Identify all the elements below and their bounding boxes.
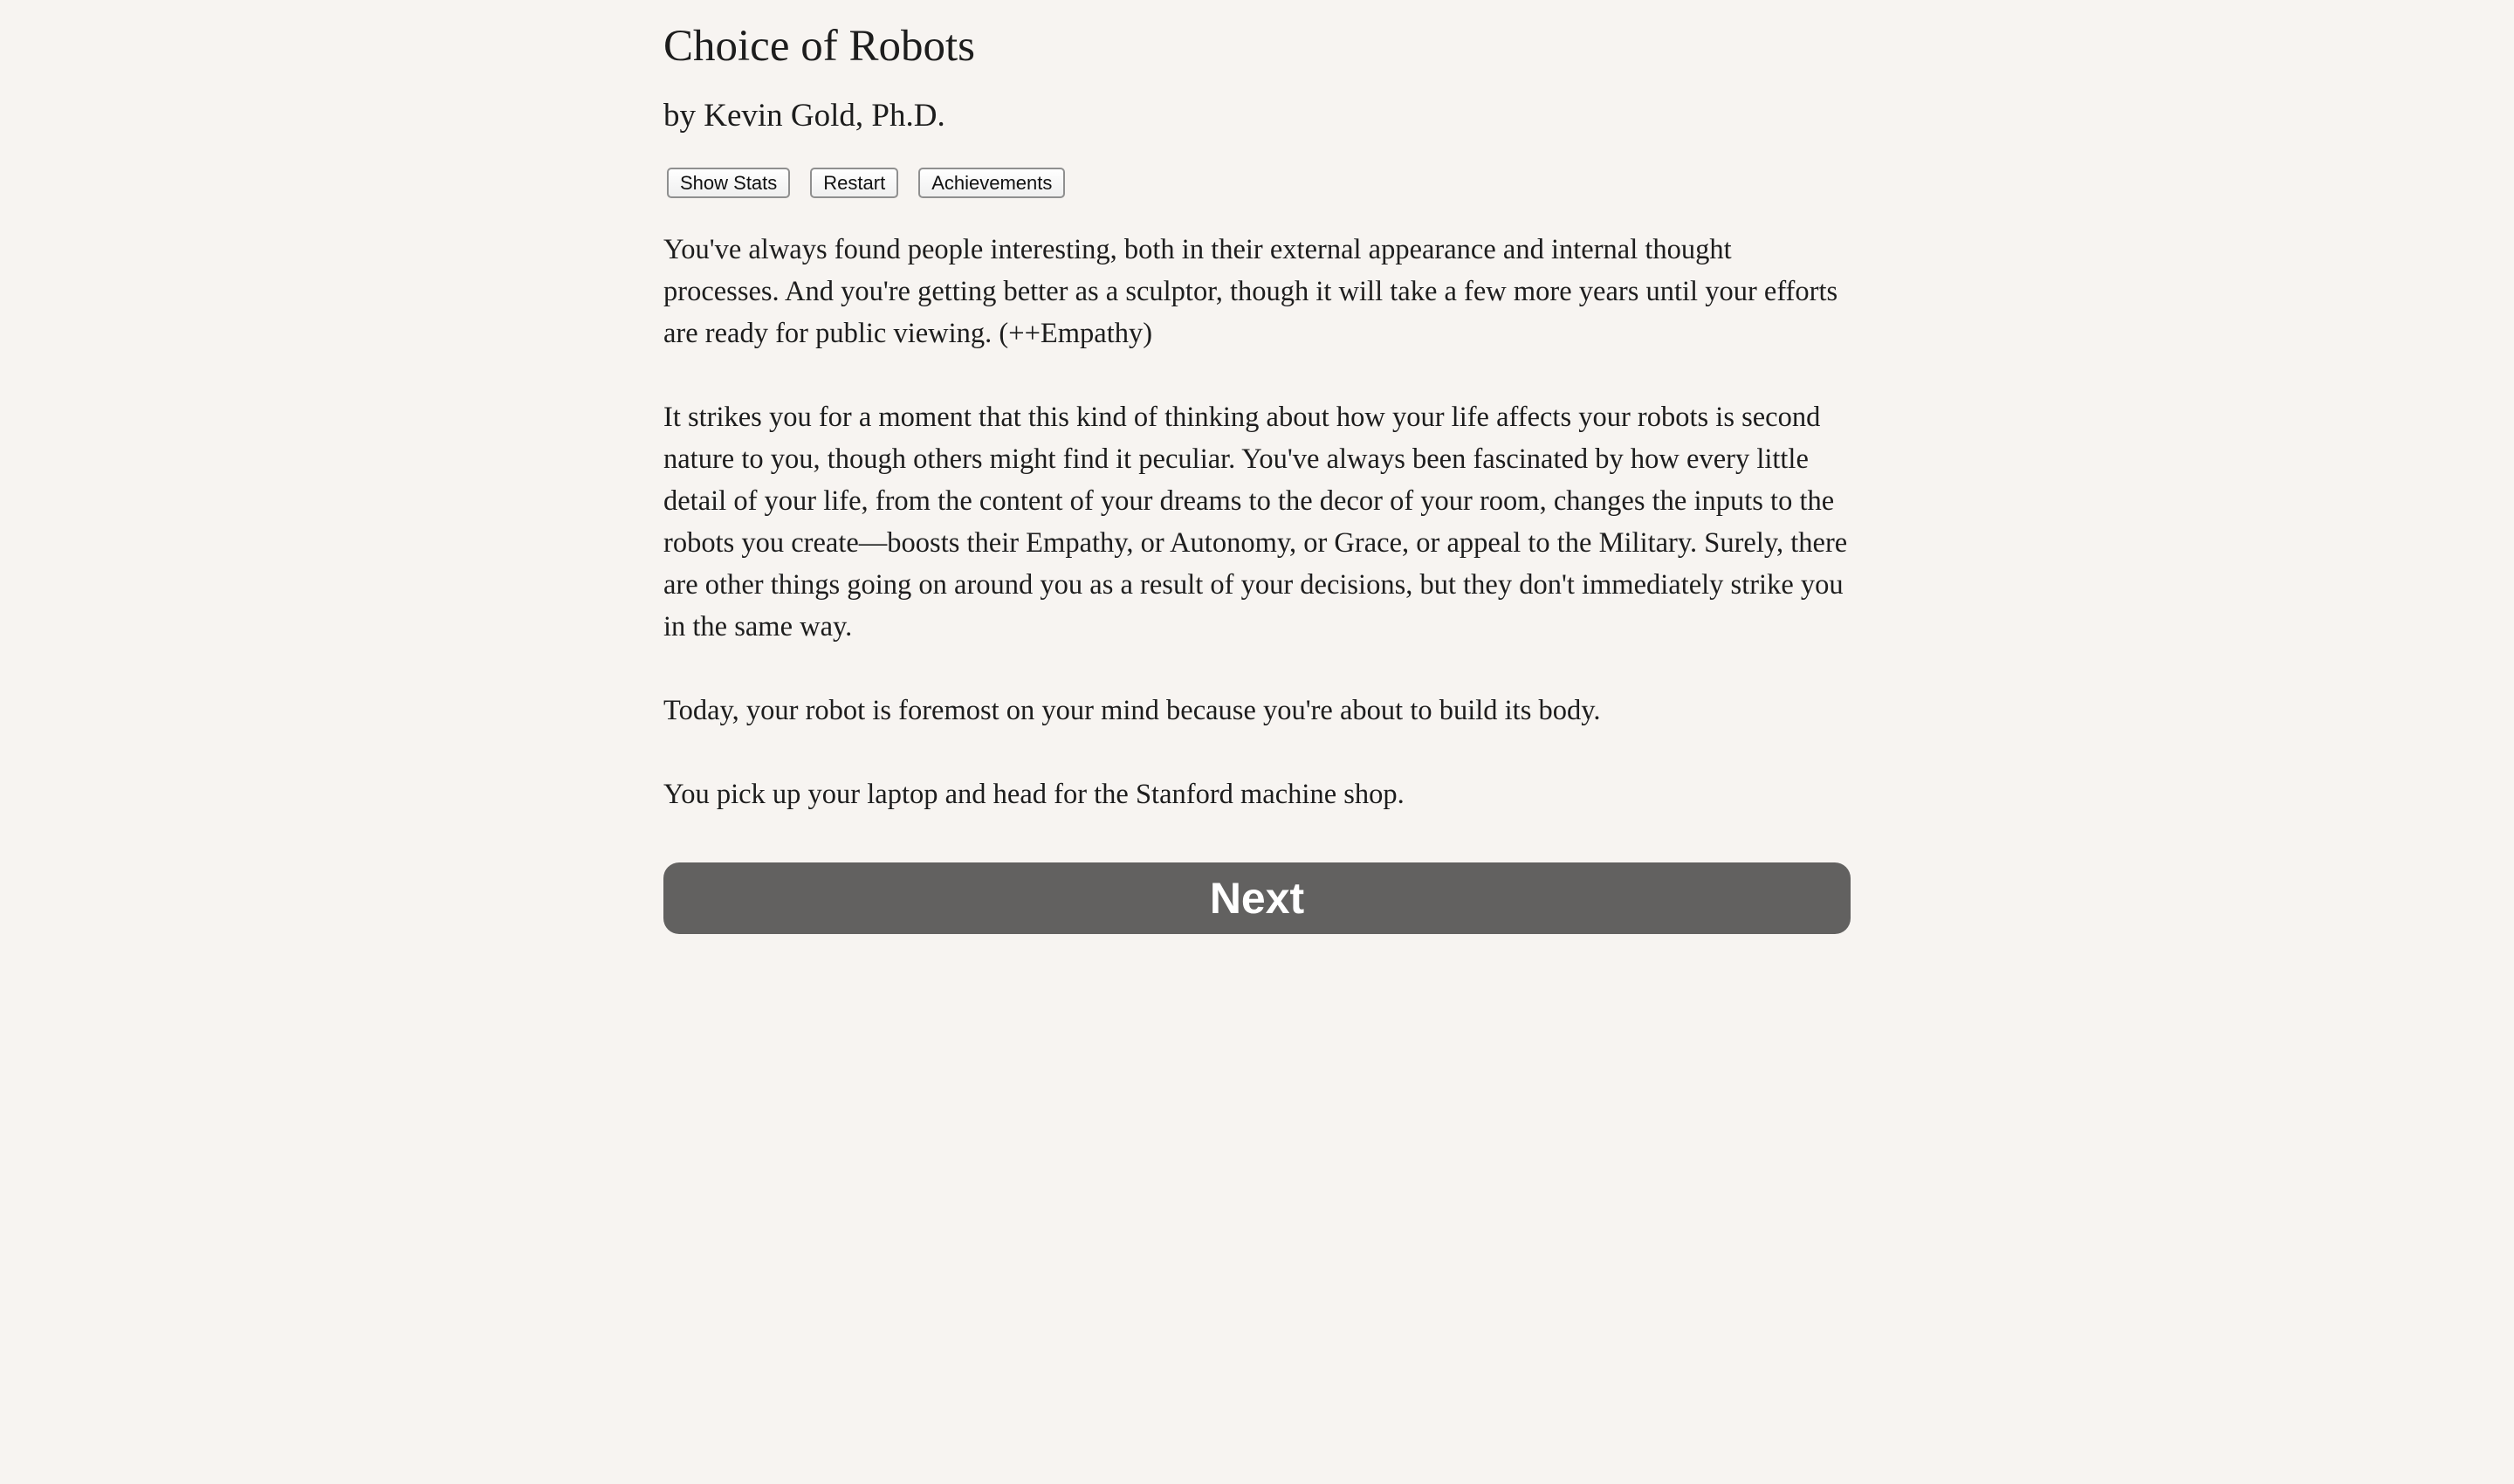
game-title: Choice of Robots xyxy=(663,22,975,71)
story-paragraph: You pick up your laptop and head for the Stanford machine shop. xyxy=(663,779,1405,810)
restart-button[interactable]: Restart xyxy=(810,168,898,198)
game-toolbar xyxy=(667,168,1085,198)
achievements-button[interactable]: Achievements xyxy=(918,168,1065,198)
story-paragraph: You've always found people interesting, both in their external appearance and internal thought processes. And you're getting better as a sculptor, though it will take a few more years until your efforts are ready for public viewing. (++Empathy) xyxy=(663,234,1838,349)
story-paragraph: It strikes you for a moment that this kind of thinking about how your life affects your robots is second nature to you, though others might find it peculiar. You've always been fascinated by how every little detail of your life, from the content of your dreams to the decor of your room, changes the inputs to the robots you create—boosts their Empathy, or Autonomy, or Grace, or appeal to the Military. Surely, there are other things going on around you as a result of your decisions, but they don't immediately strike you in the same way. xyxy=(663,402,1848,642)
next-button[interactable]: Next xyxy=(663,862,1851,934)
show-stats-button[interactable]: Show Stats xyxy=(667,168,790,198)
game-author: by Kevin Gold, Ph.D. xyxy=(663,98,945,134)
story-text xyxy=(663,229,1851,857)
story-paragraph: Today, your robot is foremost on your mind because you're about to build its body. xyxy=(663,695,1601,726)
